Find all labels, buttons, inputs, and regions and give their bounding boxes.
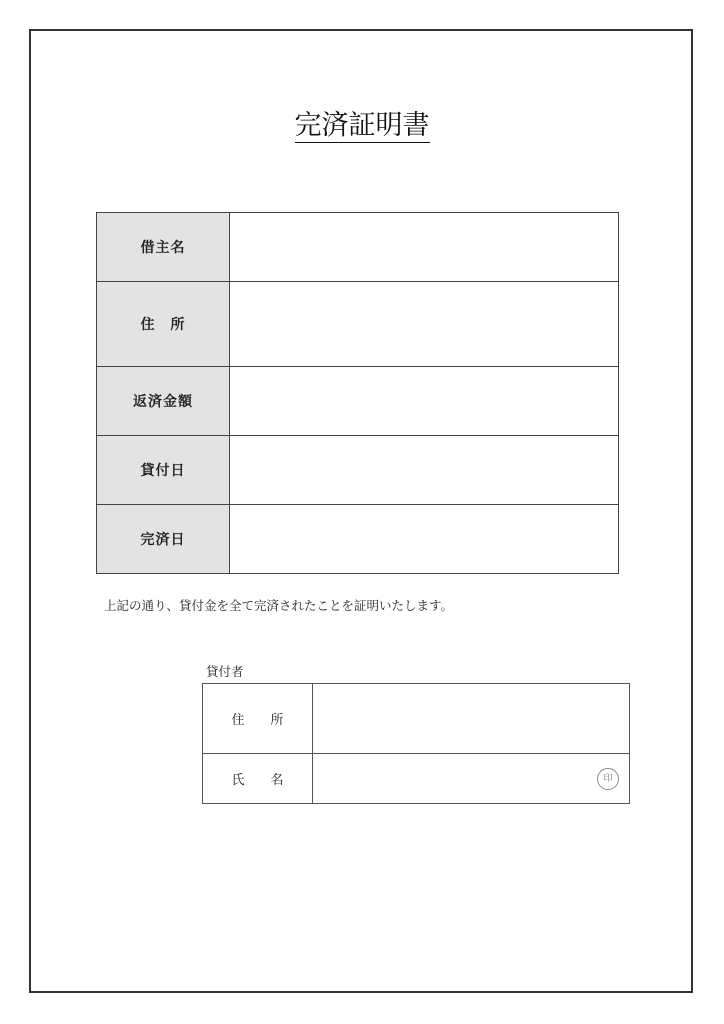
lender-caption: 貸付者 (206, 664, 244, 679)
table-row (203, 684, 630, 754)
lender-info-table (202, 683, 630, 804)
lender-name-label: 氏 名 (203, 754, 313, 804)
borrower-info-table (96, 212, 619, 574)
completion-date-field[interactable] (230, 505, 619, 574)
loan-date-field[interactable] (230, 436, 619, 505)
lender-name-field[interactable] (313, 754, 630, 804)
completion-date-label: 完済日 (97, 505, 230, 574)
loan-date-label: 貸付日 (97, 436, 230, 505)
borrower-name-field[interactable] (230, 213, 619, 282)
certification-statement: 上記の通り、貸付金を全て完済されたことを証明いたします。 (104, 598, 454, 613)
lender-address-label: 住 所 (203, 684, 313, 754)
borrower-address-label: 住 所 (97, 282, 230, 367)
document-title (0, 108, 724, 144)
repayment-amount-label: 返済金額 (97, 367, 230, 436)
seal-mark-icon: 印 (597, 768, 619, 790)
borrower-name-label: 借主名 (97, 213, 230, 282)
document-title-text: 完済証明書 (294, 110, 430, 141)
table-row (97, 505, 619, 574)
repayment-amount-field[interactable] (230, 367, 619, 436)
table-row (97, 436, 619, 505)
table-row (203, 754, 630, 804)
borrower-address-field[interactable] (230, 282, 619, 367)
lender-address-field[interactable] (313, 684, 630, 754)
table-row (97, 367, 619, 436)
table-row (97, 282, 619, 367)
table-row (97, 213, 619, 282)
